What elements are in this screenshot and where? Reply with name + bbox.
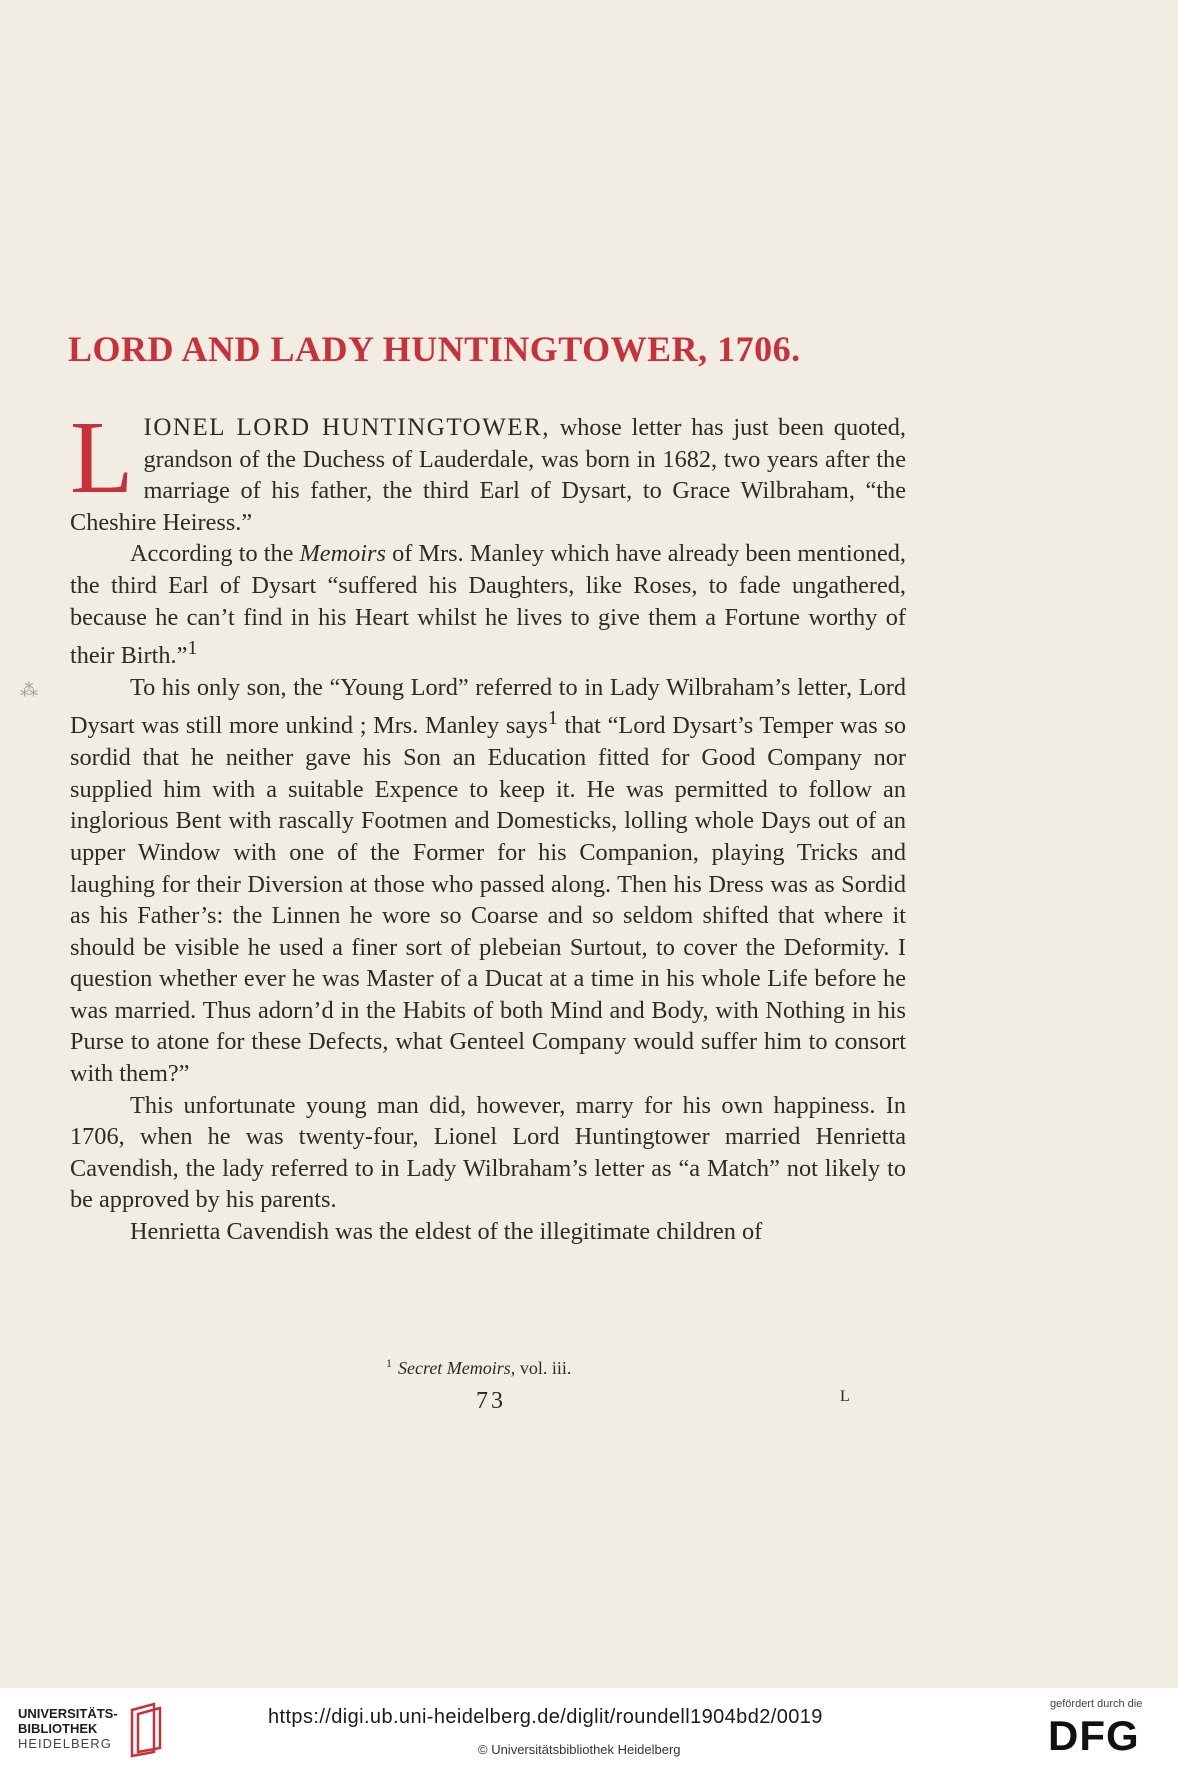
library-line-2: BIBLIOTHEK (18, 1721, 98, 1736)
body-text (70, 400, 906, 1248)
dfg-logo[interactable]: DFG (1048, 1712, 1140, 1759)
opening-small-caps: IONEL LORD HUNTINGTOWER, (143, 414, 550, 441)
paragraph-2-text-a: According to the (130, 540, 300, 568)
funded-by-label: gefördert durch die (1050, 1698, 1143, 1710)
paragraph-1-text: whose letter has just been quoted, grandson of the Duchess of Lauderdale, was born in 1682, two years after the marriage of his father, the third Earl of Dysart, to Grace Wilbraham, “the Cheshire Heiress.” (70, 414, 906, 536)
paragraph-3-text-b: that “Lord Dysart’s Temper was so sordid that he neither gave his Son an Education fitted for Good Company nor supplied him with a suitable Expence to keep it. He was permitted to follow an inglorious Bent with rascally Footmen and Domesticks, lolling whole Days out of an upper Window with one of the Former for his Companion, playing Tricks and laughing for their Diversion at those who passed along. Then his Dress was as Sordid as his Father’s: the Linnen he wore so Coarse and so seldom shifted that where it should be visible he used a finer sort of plebeian Surtout, to cover the Deformity. I question whether ever he was Master of a Ducat at a time in his whole Life before he was married. Thus adorn’d in the Habits of both Mind and Body, with Nothing in his Purse to atone for these Defects, what Genteel Company would suffer him to consort with them?” (70, 712, 906, 1088)
footnote-text: vol. iii. (515, 1358, 572, 1378)
footer-bar (0, 1688, 1178, 1771)
footnote-ref: 1 (187, 637, 198, 660)
library-line-3: HEIDELBERG (18, 1736, 112, 1751)
permalink-url[interactable]: https://digi.ub.uni-heidelberg.de/diglit/roundell1904bd2/0019 (268, 1706, 823, 1728)
footnote (386, 1356, 571, 1379)
paragraph-1 (70, 400, 906, 538)
library-line-1: UNIVERSITÄTS- (18, 1706, 118, 1721)
paragraph-2 (70, 538, 906, 671)
paragraph-4: This unfortunate young man did, however, marry for his own happiness. In 1706, when he was twenty-four, Lionel Lord Huntingtower married Henrietta Cavendish, the lady referred to in Lady Wilbraham’s letter as “a Match” not likely to be approved by his parents. (70, 1091, 906, 1214)
library-logo-text[interactable] (18, 1706, 118, 1751)
footnote-ref: 1 (547, 707, 558, 730)
chapter-title: LORD AND LADY HUNTINGTOWER, 1706. (68, 329, 801, 369)
footnote-marker: 1 (386, 1356, 392, 1370)
copyright-text: © Universitätsbibliothek Heidelberg (478, 1742, 681, 1757)
drop-cap: L (70, 400, 134, 515)
margin-mark: ⁂ (20, 680, 38, 700)
paragraph-2-text-b: of Mrs. Manley which have already been mentioned, the third Earl of Dysart “suffered his Daughters, like Roses, to fade ungathered, because he can’t find in his Heart whilst he lives to give them a Fortune worthy of their Birth.” (70, 540, 906, 670)
library-logo-icon (124, 1702, 168, 1758)
page-number: 73 (476, 1388, 506, 1414)
footnote-italic: Secret Memoirs, (398, 1358, 516, 1378)
memoirs-italic: Memoirs (299, 540, 386, 568)
paragraph-5: Henrietta Cavendish was the eldest of the illegitimate children of (130, 1218, 763, 1246)
paragraph-3 (70, 672, 906, 1090)
paragraph-3-text-a: To his only son, the “Young Lord” referred to in Lady Wilbraham’s letter, Lord Dysart was still more unkind ; Mrs. Manley says (70, 673, 906, 740)
signature-mark: L (840, 1388, 850, 1405)
